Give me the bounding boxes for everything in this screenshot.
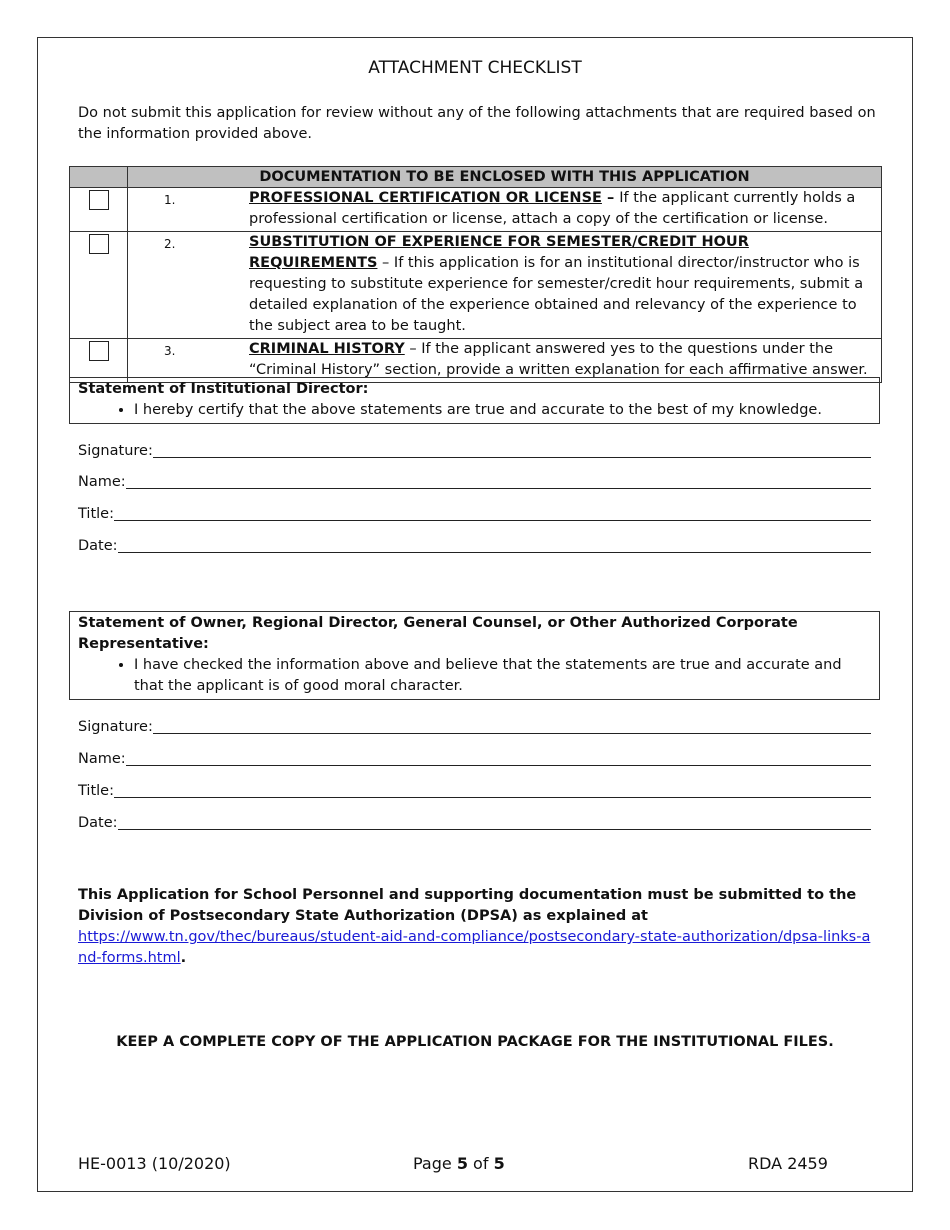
submission-notice-text: This Application for School Personnel and supporting documentation must be submitted to the Division of Postsecondary State Authorization (DPSA) as explained at [78, 887, 857, 924]
checkbox-certification[interactable] [89, 190, 109, 210]
item-number: 3. [164, 344, 176, 358]
field-label: Name: [78, 474, 126, 490]
director-date-line[interactable] [78, 535, 871, 557]
table-row [70, 188, 882, 232]
signature-blank[interactable] [153, 716, 871, 734]
page-title: ATTACHMENT CHECKLIST [368, 58, 582, 78]
owner-signature-line[interactable] [78, 716, 871, 738]
item-heading: SUBSTITUTION OF EXPERIENCE FOR SEMESTER/CREDIT HOUR REQUIREMENTS [249, 234, 749, 271]
table-row [70, 232, 882, 339]
field-label: Date: [78, 538, 118, 554]
date-blank[interactable] [118, 812, 871, 830]
item-separator: – [377, 255, 394, 271]
date-blank[interactable] [118, 535, 871, 553]
field-label: Signature: [78, 443, 153, 459]
form-id: HE-0013 (10/2020) [78, 1154, 231, 1173]
director-statement-heading: Statement of Institutional Director: [78, 381, 369, 397]
owner-name-line[interactable] [78, 748, 871, 770]
item-heading: CRIMINAL HISTORY [249, 341, 405, 357]
owner-statement-heading: Statement of Owner, Regional Director, General Counsel, or Other Authorized Corporate Representative: [78, 615, 798, 652]
title-blank[interactable] [114, 780, 871, 798]
page-total: 5 [493, 1154, 505, 1173]
item-text: If this application is for an institutional director/instructor who is requesting to substitute experience for semester/credit hour requirements, submit a detailed explanation of the experience obtained and relevancy of the experience to the subject area to be taught. [249, 255, 864, 334]
name-blank[interactable] [126, 748, 871, 766]
intro-text: Do not submit this application for review without any of the following attachments that are required based on the information provided above. [78, 105, 876, 142]
title-blank[interactable] [114, 503, 871, 521]
item-number: 1. [164, 193, 176, 207]
item-text: If the applicant currently holds a professional certification or license, attach a copy of the certification or license. [249, 190, 856, 227]
field-label: Title: [78, 506, 114, 522]
field-label: Name: [78, 751, 126, 767]
page-of: of [467, 1154, 494, 1173]
field-label: Signature: [78, 719, 153, 735]
page-indicator [413, 1154, 505, 1173]
item-text: If the applicant answered yes to the questions under the “Criminal History” section, provide a written explanation for each affirmative answer. [249, 341, 868, 378]
dpsa-forms-link[interactable]: https://www.tn.gov/thec/bureaus/student-aid-and-compliance/postsecondary-state-authorization/dpsa-links-and-forms.html [78, 929, 871, 966]
owner-statement-box [69, 611, 880, 700]
page-number: 5 [456, 1154, 468, 1173]
name-blank[interactable] [126, 471, 871, 489]
director-signature-line[interactable] [78, 440, 871, 462]
director-title-line[interactable] [78, 503, 871, 525]
field-label: Title: [78, 783, 114, 799]
item-separator: – [404, 341, 422, 357]
table-header-blank [70, 167, 128, 188]
keep-copy-notice: KEEP A COMPLETE COPY OF THE APPLICATION PACKAGE FOR THE INSTITUTIONAL FILES. [116, 1034, 834, 1050]
rda-number: RDA 2459 [748, 1154, 828, 1173]
owner-statement-bullet: • I have checked the information above and believe that the statements are true and accurate and that the applicant is of good moral character. [134, 655, 871, 697]
owner-date-line[interactable] [78, 812, 871, 834]
table-header: DOCUMENTATION TO BE ENCLOSED WITH THIS APPLICATION [128, 167, 882, 188]
page-prefix: Page [413, 1154, 457, 1173]
item-number: 2. [164, 237, 176, 251]
director-name-line[interactable] [78, 471, 871, 493]
documentation-table [69, 166, 882, 383]
checkbox-substitution[interactable] [89, 234, 109, 254]
item-heading: PROFESSIONAL CERTIFICATION OR LICENSE [249, 190, 602, 206]
owner-title-line[interactable] [78, 780, 871, 802]
director-statement-box [69, 377, 880, 424]
checkbox-criminal-history[interactable] [89, 341, 109, 361]
table-row [70, 339, 882, 383]
submission-notice [78, 885, 878, 969]
item-separator: – [601, 190, 620, 206]
field-label: Date: [78, 815, 118, 831]
notice-period: . [180, 950, 187, 966]
director-statement-bullet: • I hereby certify that the above statements are true and accurate to the best of my knowledge. [134, 400, 871, 421]
signature-blank[interactable] [153, 440, 871, 458]
